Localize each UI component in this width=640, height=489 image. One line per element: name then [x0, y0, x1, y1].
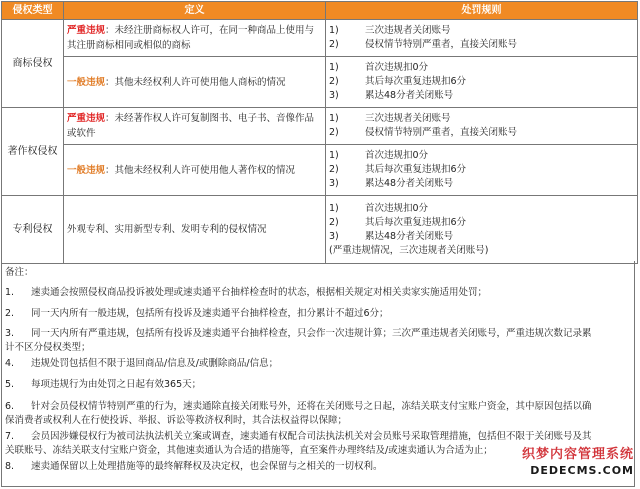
note-item — [5, 430, 635, 444]
definition-cell: 外观专利、实用新型专利、发明专利的侵权情况 — [64, 196, 326, 264]
type-cell-patent: 专利侵权 — [2, 196, 64, 264]
note-text: 速卖通保留以上处理措施等的最终解释权及决定权，也会保留与之相关的一切权利。 — [31, 461, 383, 472]
note-text: 关联账号、冻结关联支付宝账户资金，其他速卖通认为合适的措施等，直至案件办理终结及/或速卖通认为合适为止； — [5, 445, 493, 456]
note-text: 每项违规行为由处罚之日起有效365天； — [31, 379, 202, 390]
definition-text: ：其他未经权利人许可使用他人商标的情况 — [105, 76, 286, 88]
type-cell-copyright: 著作权侵权 — [2, 108, 64, 196]
penalty-list — [329, 112, 634, 140]
note-text: 计不区分侵权类型； — [5, 342, 91, 353]
note-text: 违规处罚包括但不限于退回商品/信息及/或删除商品/信息； — [31, 358, 279, 369]
severity-label: 严重违规 — [67, 25, 106, 36]
note-item — [5, 400, 635, 414]
penalty-item — [329, 24, 634, 38]
table-row — [2, 20, 638, 57]
penalty-extra-note: (严重违规情况，三次违规者关闭账号) — [329, 244, 489, 256]
penalty-num: 2) — [329, 216, 339, 228]
penalty-item — [329, 202, 634, 216]
penalty-cell — [326, 57, 638, 108]
notes-title: 备注： — [5, 267, 34, 278]
note-num: 5. — [5, 379, 15, 390]
penalty-cell — [326, 196, 638, 264]
note-item — [5, 307, 635, 321]
penalty-list — [329, 24, 634, 52]
penalty-num: 1) — [329, 202, 339, 214]
definition-cell — [64, 108, 326, 145]
penalty-text: 首次违规扣0分 — [365, 202, 429, 214]
note-num: 8. — [5, 461, 15, 472]
note-num: 1. — [5, 287, 15, 298]
penalty-item — [329, 38, 634, 52]
penalty-num: 3) — [329, 230, 339, 242]
table-row — [2, 196, 638, 264]
penalty-item — [329, 216, 634, 230]
note-num: 3. — [5, 328, 15, 339]
penalty-num: 1) — [329, 62, 339, 73]
penalty-text: 其后每次重复违规扣6分 — [365, 216, 467, 228]
penalty-item — [329, 112, 634, 126]
penalty-num: 1) — [329, 25, 339, 36]
note-item-continued — [5, 341, 635, 355]
note-text: 针对会员侵权情节特别严重的行为，速卖通除直接关闭账号外，还将在关闭账号之日起，冻结关联支付宝账户资金，其中原因包括以确 — [31, 401, 592, 412]
penalty-text: 其后每次重复违规扣6分 — [365, 76, 467, 87]
penalty-text: 首次违规扣0分 — [365, 150, 429, 161]
rules-table — [1, 1, 638, 264]
penalty-item — [329, 75, 634, 89]
penalty-item — [329, 126, 634, 140]
penalty-text: 侵权情节特别严重者，直接关闭账号 — [365, 127, 518, 138]
penalty-item — [329, 230, 634, 244]
penalty-text: 累达48分者关闭账号 — [365, 90, 454, 101]
penalty-num: 2) — [329, 164, 339, 175]
note-item — [5, 357, 635, 371]
watermark-line1: 织梦内容管理系统 — [521, 447, 634, 462]
definition-cell — [64, 20, 326, 57]
header-penalty: 处罚规则 — [326, 2, 638, 20]
penalty-num: 3) — [329, 90, 339, 101]
watermark-line2: DEDECMS.COM — [530, 464, 634, 477]
table-row — [2, 108, 638, 145]
penalty-num: 2) — [329, 76, 339, 87]
penalty-text: 三次违规者关闭账号 — [365, 113, 451, 124]
watermark — [522, 447, 634, 479]
type-cell-trademark: 商标侵权 — [2, 20, 64, 108]
penalty-num: 1) — [329, 113, 339, 124]
penalty-num: 3) — [329, 178, 339, 189]
penalty-text: 三次违规者关闭账号 — [365, 25, 451, 36]
note-text: 同一天内所有严重违规，包括所有投诉及速卖通平台抽样检查，只会作一次违规计算；三次严重违规者关闭账号，严重违规次数记录累 — [31, 328, 592, 339]
penalty-cell — [326, 145, 638, 196]
header-type: 侵权类型 — [2, 2, 64, 20]
note-num: 6. — [5, 401, 15, 412]
penalty-item — [329, 149, 634, 163]
penalty-list — [329, 149, 634, 191]
penalty-text: 其后每次重复违规扣6分 — [365, 164, 467, 175]
note-num: 4. — [5, 358, 15, 369]
note-text: 速卖通会按照侵权商品投诉被处理或速卖通平台抽样检查时的状态，根据相关规定对相关卖家实施适用处罚； — [31, 287, 488, 298]
penalty-num: 2) — [329, 127, 339, 138]
note-num: 2. — [5, 308, 15, 319]
definition-text: ：未经注册商标权人许可，在同一种商品上使用与其注册商标相同或相似的商标 — [67, 25, 315, 51]
definition-text: ：其他未经权利人许可使用他人著作权的情况 — [105, 164, 296, 176]
penalty-text: 首次违规扣0分 — [365, 62, 429, 73]
note-num: 7. — [5, 431, 15, 442]
note-item-continued — [5, 414, 635, 428]
definition-cell — [64, 57, 326, 108]
penalty-text: 侵权情节特别严重者，直接关闭账号 — [365, 39, 518, 50]
note-text: 保消费者或权利人在行使投诉、举报、诉讼等救济权利时，其合法权益得以保障； — [5, 415, 348, 426]
definition-text: ：未经著作权人许可复制图书、电子书、音像作品或软件 — [67, 113, 315, 139]
penalty-item — [329, 89, 634, 103]
table-row — [2, 57, 638, 108]
penalty-item — [329, 177, 634, 191]
penalty-list — [329, 202, 634, 244]
penalty-num: 2) — [329, 39, 339, 50]
penalty-item — [329, 61, 634, 75]
severity-label: 一般违规 — [67, 164, 106, 176]
table-row — [2, 145, 638, 196]
penalty-cell — [326, 20, 638, 57]
penalty-cell — [326, 108, 638, 145]
note-item — [5, 286, 635, 300]
note-text: 同一天内所有一般违规，包括所有投诉及速卖通平台抽样检查，扣分累计不超过6分； — [31, 308, 389, 319]
table-header-row — [2, 2, 638, 20]
penalty-num: 1) — [329, 150, 339, 161]
severity-label: 一般违规 — [67, 76, 106, 88]
note-text: 会员因涉嫌侵权行为被司法执法机关立案或调查，速卖通有权配合司法执法机关对会员账号采取管理措施，包括但不限于关闭账号及其 — [31, 431, 592, 442]
penalty-text: 累达48分者关闭账号 — [365, 230, 454, 242]
definition-cell — [64, 145, 326, 196]
penalty-list — [329, 61, 634, 103]
note-item — [5, 327, 635, 341]
header-definition: 定义 — [64, 2, 326, 20]
note-item — [5, 378, 635, 392]
penalty-text: 累达48分者关闭账号 — [365, 178, 454, 189]
penalty-item — [329, 163, 634, 177]
severity-label: 严重违规 — [67, 113, 106, 124]
